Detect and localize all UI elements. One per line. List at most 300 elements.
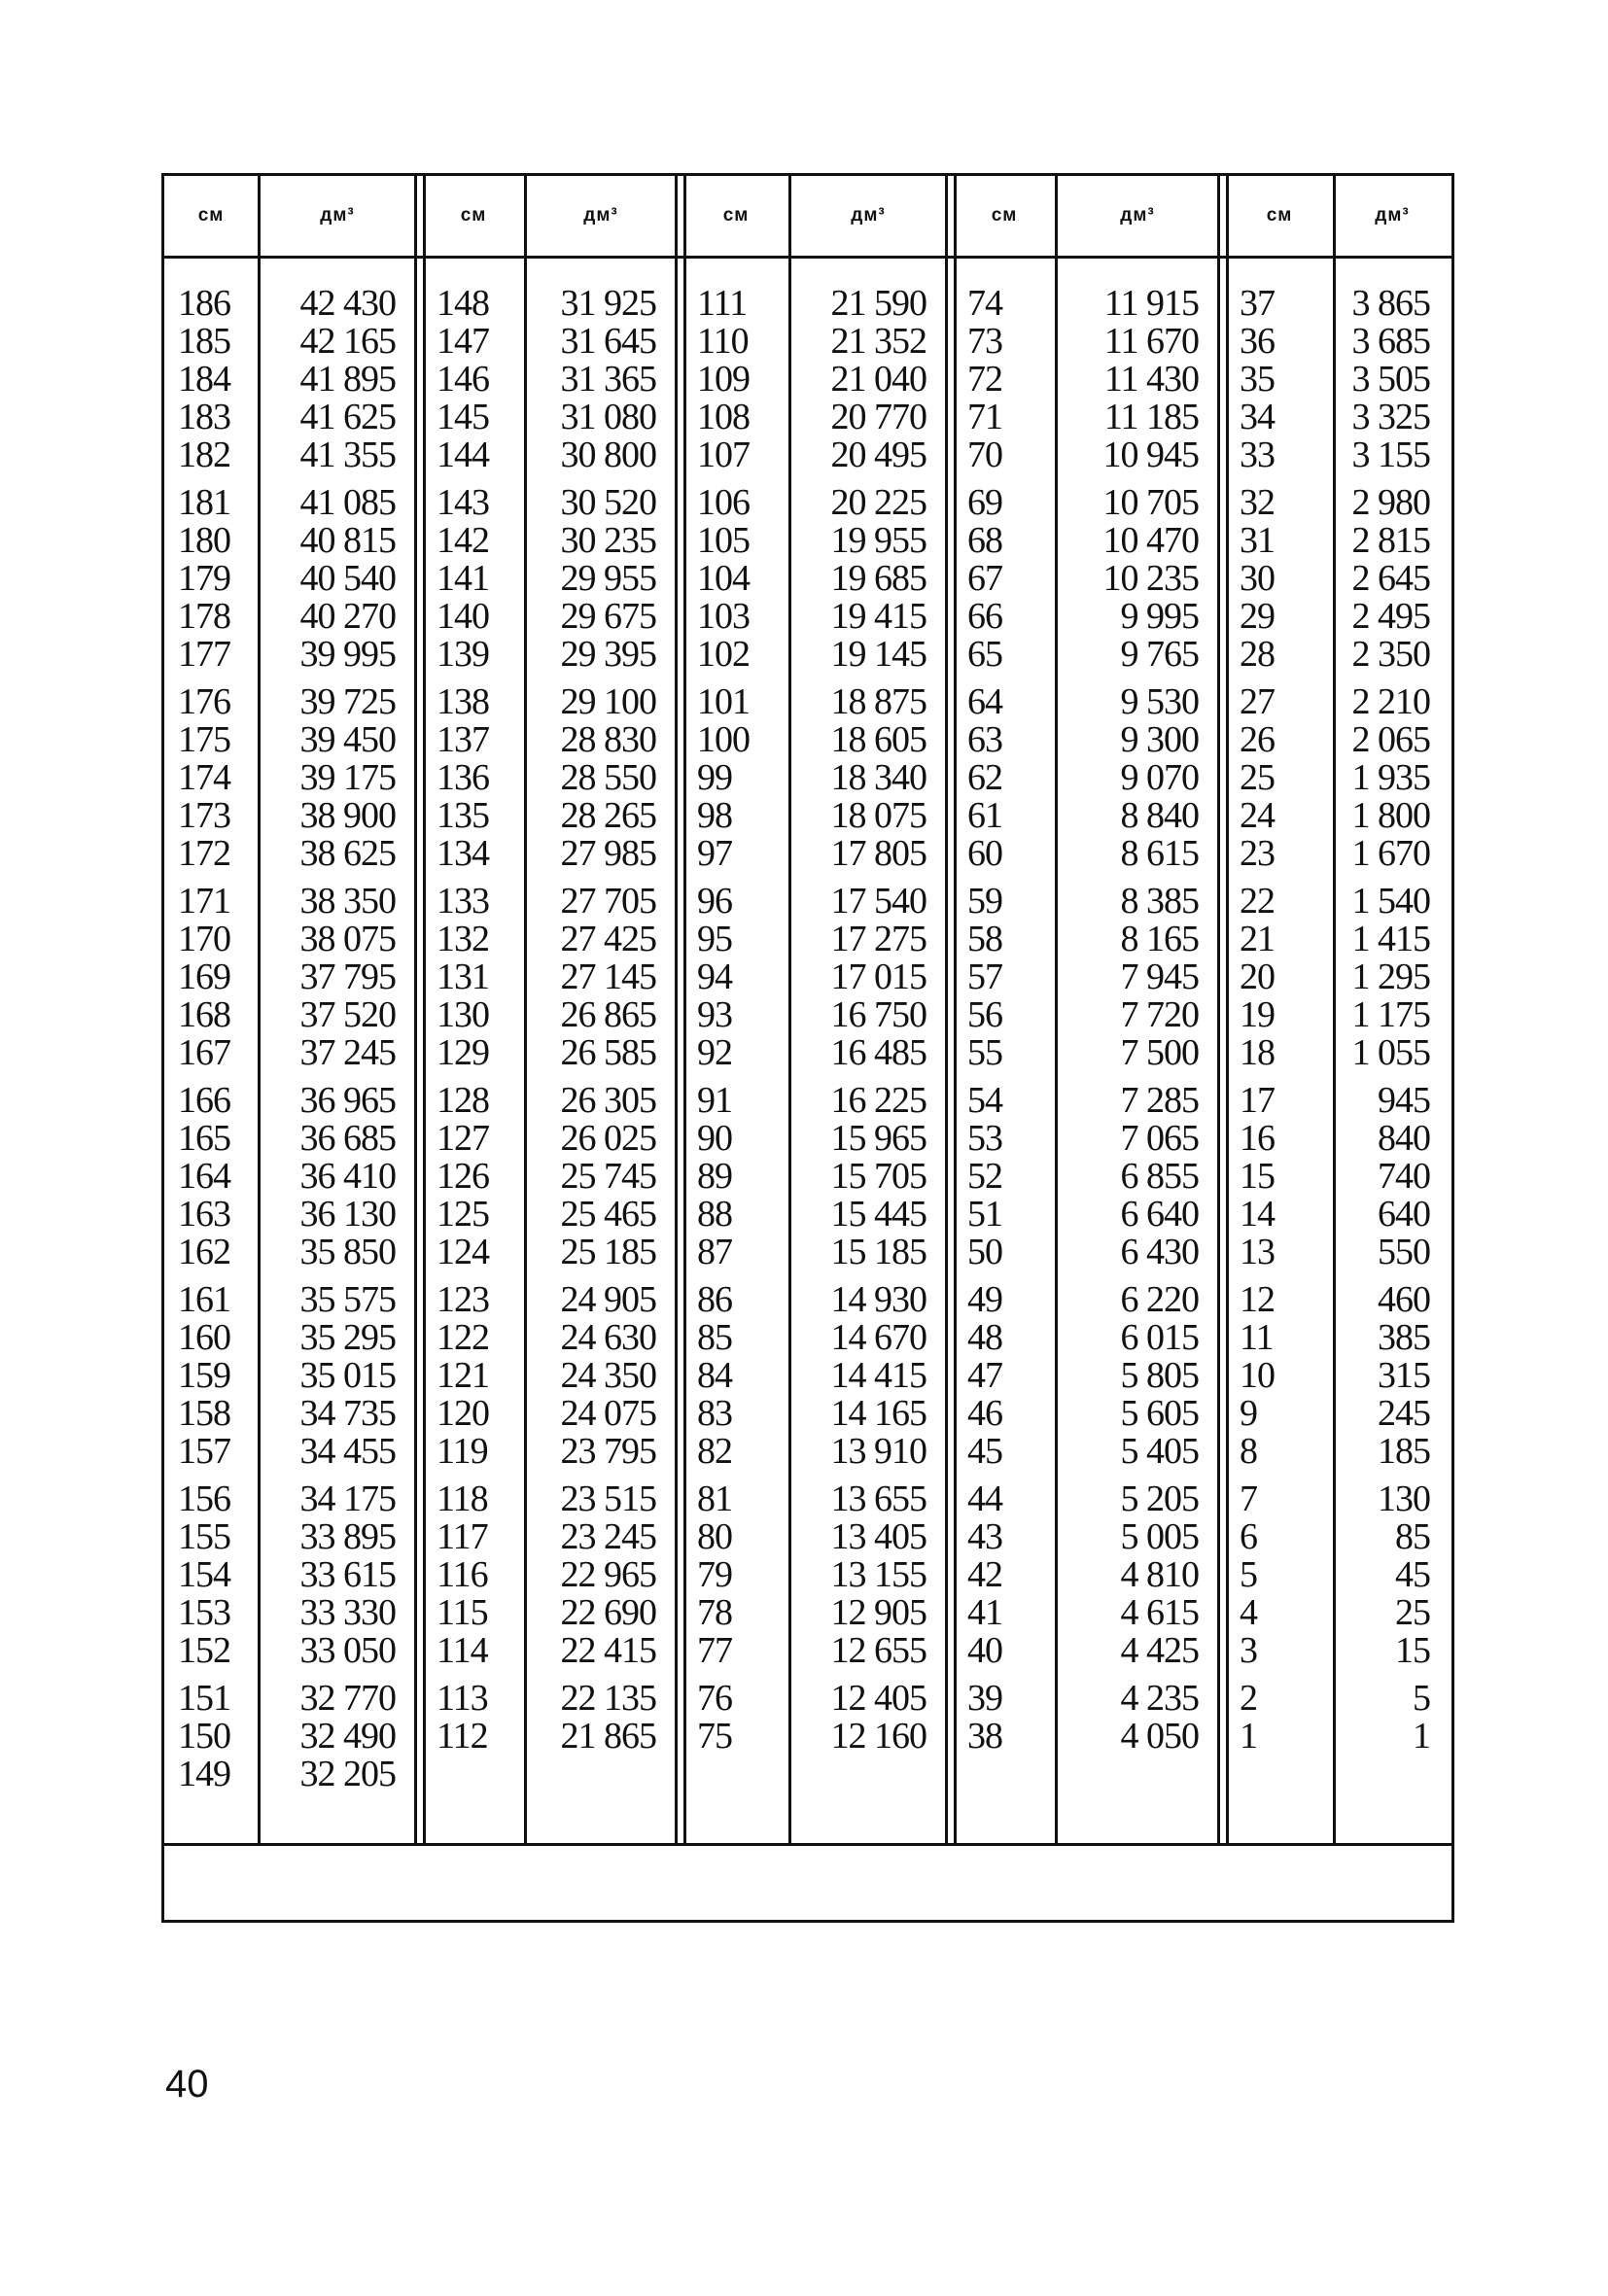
dm-value: 4 810 bbox=[1120, 1554, 1199, 1595]
cm-value: 36 bbox=[1240, 321, 1275, 362]
dm-value: 1 415 bbox=[1351, 919, 1430, 959]
cm-value: 181 bbox=[178, 482, 230, 523]
cm-value: 138 bbox=[437, 681, 489, 722]
cm-value: 174 bbox=[178, 757, 230, 798]
dm-value: 6 220 bbox=[1120, 1279, 1199, 1320]
dm-value: 21 865 bbox=[560, 1716, 656, 1757]
dm-value: 12 655 bbox=[830, 1630, 926, 1671]
dm-value: 20 770 bbox=[830, 397, 926, 437]
dm-value: 5 405 bbox=[1120, 1431, 1199, 1472]
cm-value: 76 bbox=[697, 1678, 732, 1719]
dm-value: 9 995 bbox=[1120, 596, 1199, 637]
dm-value: 26 305 bbox=[560, 1080, 656, 1121]
dm-value: 1 670 bbox=[1351, 833, 1430, 874]
dm-value: 1 bbox=[1413, 1716, 1430, 1757]
cm-value: 123 bbox=[437, 1279, 489, 1320]
dm-value: 42 430 bbox=[299, 283, 396, 324]
dm-value: 7 945 bbox=[1120, 957, 1199, 997]
cm-value: 157 bbox=[178, 1431, 230, 1472]
cm-value: 106 bbox=[697, 482, 750, 523]
cm-value: 25 bbox=[1240, 757, 1275, 798]
dm-value: 2 065 bbox=[1351, 719, 1430, 760]
dm-value: 945 bbox=[1378, 1080, 1430, 1121]
dm-value: 38 075 bbox=[299, 919, 396, 959]
dm-value: 11 670 bbox=[1103, 321, 1199, 362]
dm-value: 42 165 bbox=[299, 321, 396, 362]
footer-rule bbox=[164, 1843, 1451, 1846]
dm-value: 460 bbox=[1378, 1279, 1430, 1320]
dm-value: 2 210 bbox=[1351, 681, 1430, 722]
dm-value: 130 bbox=[1378, 1478, 1430, 1519]
dm-value: 19 685 bbox=[830, 558, 926, 599]
cm-value: 169 bbox=[178, 957, 230, 997]
cm-value: 89 bbox=[697, 1156, 732, 1197]
cm-header: см bbox=[722, 205, 750, 226]
cm-value: 130 bbox=[437, 994, 489, 1035]
dm-value: 17 805 bbox=[830, 833, 926, 874]
dm-value: 36 130 bbox=[299, 1194, 396, 1235]
dm-value: 34 175 bbox=[299, 1478, 396, 1519]
dm-value: 21 352 bbox=[830, 321, 926, 362]
dm-value: 15 965 bbox=[830, 1118, 926, 1159]
cm-value: 103 bbox=[697, 596, 750, 637]
column-divider bbox=[1333, 176, 1336, 1843]
cm-value: 56 bbox=[967, 994, 1002, 1035]
dm-value: 2 815 bbox=[1351, 520, 1430, 561]
cm-value: 160 bbox=[178, 1317, 230, 1358]
cm-value: 105 bbox=[697, 520, 750, 561]
dm-value: 31 365 bbox=[560, 359, 656, 400]
cm-value: 14 bbox=[1240, 1194, 1275, 1235]
cm-value: 92 bbox=[697, 1032, 732, 1073]
dm-column bbox=[1333, 176, 1451, 1843]
dm-value: 30 235 bbox=[560, 520, 656, 561]
cm-value: 27 bbox=[1240, 681, 1275, 722]
dm-value: 28 830 bbox=[560, 719, 656, 760]
cm-value: 32 bbox=[1240, 482, 1275, 523]
dm-value: 23 795 bbox=[560, 1431, 656, 1472]
dm-value: 4 425 bbox=[1120, 1630, 1199, 1671]
cm-value: 142 bbox=[437, 520, 489, 561]
cm-value: 42 bbox=[967, 1554, 1002, 1595]
dm-value: 18 075 bbox=[830, 795, 926, 836]
cm-value: 90 bbox=[697, 1118, 732, 1159]
dm-value: 3 685 bbox=[1351, 321, 1430, 362]
cm-header: см bbox=[460, 205, 487, 226]
dm-value: 31 080 bbox=[560, 397, 656, 437]
cm-value: 155 bbox=[178, 1516, 230, 1557]
dm-value: 3 505 bbox=[1351, 359, 1430, 400]
cm-value: 86 bbox=[697, 1279, 732, 1320]
cm-value: 3 bbox=[1240, 1630, 1257, 1671]
dm-value: 23 515 bbox=[560, 1478, 656, 1519]
cm-value: 162 bbox=[178, 1232, 230, 1272]
dm-value: 9 765 bbox=[1120, 634, 1199, 675]
column-divider bbox=[788, 176, 791, 1843]
cm-value: 122 bbox=[437, 1317, 489, 1358]
cm-value: 99 bbox=[697, 757, 732, 798]
dm-value: 85 bbox=[1395, 1516, 1430, 1557]
cm-value: 118 bbox=[437, 1478, 488, 1519]
dm-value: 1 800 bbox=[1351, 795, 1430, 836]
cm-header: см bbox=[197, 205, 225, 226]
cm-value: 120 bbox=[437, 1393, 489, 1434]
cm-column bbox=[683, 176, 788, 1843]
dm-value: 4 235 bbox=[1120, 1678, 1199, 1719]
cm-value: 87 bbox=[697, 1232, 732, 1272]
dm-value: 31 925 bbox=[560, 283, 656, 324]
dm-value: 6 640 bbox=[1120, 1194, 1199, 1235]
dm-value: 840 bbox=[1378, 1118, 1430, 1159]
cm-value: 48 bbox=[967, 1317, 1002, 1358]
cm-value: 24 bbox=[1240, 795, 1275, 836]
dm-value: 1 055 bbox=[1351, 1032, 1430, 1073]
dm-value: 39 725 bbox=[299, 681, 396, 722]
dm-value: 24 630 bbox=[560, 1317, 656, 1358]
cm-value: 29 bbox=[1240, 596, 1275, 637]
cm-value: 114 bbox=[437, 1630, 488, 1671]
cm-value: 164 bbox=[178, 1156, 230, 1197]
cm-value: 128 bbox=[437, 1080, 489, 1121]
dm-value: 41 895 bbox=[299, 359, 396, 400]
dm-value: 18 875 bbox=[830, 681, 926, 722]
cm-value: 154 bbox=[178, 1554, 230, 1595]
dm-value: 5 bbox=[1413, 1678, 1430, 1719]
cm-value: 23 bbox=[1240, 833, 1275, 874]
cm-value: 161 bbox=[178, 1279, 230, 1320]
cm-value: 52 bbox=[967, 1156, 1002, 1197]
dm-value: 4 050 bbox=[1120, 1716, 1199, 1757]
cm-value: 19 bbox=[1240, 994, 1275, 1035]
cm-value: 26 bbox=[1240, 719, 1275, 760]
cm-column bbox=[1226, 176, 1333, 1843]
cm-value: 38 bbox=[967, 1716, 1002, 1757]
column-divider bbox=[1055, 176, 1058, 1843]
column-pair bbox=[954, 176, 1220, 1843]
dm-value: 32 490 bbox=[299, 1716, 396, 1757]
cm-value: 140 bbox=[437, 596, 489, 637]
cm-value: 34 bbox=[1240, 397, 1275, 437]
cm-value: 185 bbox=[178, 321, 230, 362]
cm-value: 54 bbox=[967, 1080, 1002, 1121]
cm-value: 7 bbox=[1240, 1478, 1257, 1519]
dm-value: 17 015 bbox=[830, 957, 926, 997]
dm-value: 315 bbox=[1378, 1355, 1430, 1396]
dm-value: 20 495 bbox=[830, 435, 926, 475]
dm-value: 25 185 bbox=[560, 1232, 656, 1272]
cm-value: 70 bbox=[967, 435, 1002, 475]
dm-value: 8 165 bbox=[1120, 919, 1199, 959]
dm-value: 8 840 bbox=[1120, 795, 1199, 836]
dm-value: 5 605 bbox=[1120, 1393, 1199, 1434]
cm-value: 167 bbox=[178, 1032, 230, 1073]
cm-value: 184 bbox=[178, 359, 230, 400]
dm-value: 24 905 bbox=[560, 1279, 656, 1320]
cm-value: 104 bbox=[697, 558, 750, 599]
cm-value: 69 bbox=[967, 482, 1002, 523]
cm-value: 137 bbox=[437, 719, 489, 760]
dm-value: 7 720 bbox=[1120, 994, 1199, 1035]
dm-value: 35 015 bbox=[299, 1355, 396, 1396]
dm-value: 3 325 bbox=[1351, 397, 1430, 437]
cm-value: 129 bbox=[437, 1032, 489, 1073]
dm-header: дм³ bbox=[583, 205, 618, 226]
dm-value: 9 300 bbox=[1120, 719, 1199, 760]
cm-value: 4 bbox=[1240, 1592, 1257, 1633]
cm-value: 117 bbox=[437, 1516, 488, 1557]
cm-value: 81 bbox=[697, 1478, 732, 1519]
cm-value: 113 bbox=[437, 1678, 488, 1719]
cm-value: 83 bbox=[697, 1393, 732, 1434]
column-divider bbox=[258, 176, 261, 1843]
dm-column bbox=[788, 176, 948, 1843]
dm-value: 2 980 bbox=[1351, 482, 1430, 523]
cm-value: 8 bbox=[1240, 1431, 1257, 1472]
dm-value: 2 495 bbox=[1351, 596, 1430, 637]
cm-value: 109 bbox=[697, 359, 750, 400]
column-pair bbox=[683, 176, 948, 1843]
dm-value: 9 070 bbox=[1120, 757, 1199, 798]
cm-value: 149 bbox=[178, 1754, 230, 1794]
cm-header: см bbox=[1266, 205, 1293, 226]
dm-value: 39 995 bbox=[299, 634, 396, 675]
dm-value: 35 850 bbox=[299, 1232, 396, 1272]
cm-value: 2 bbox=[1240, 1678, 1257, 1719]
cm-value: 134 bbox=[437, 833, 489, 874]
column-divider bbox=[524, 176, 527, 1843]
cm-value: 180 bbox=[178, 520, 230, 561]
cm-value: 158 bbox=[178, 1393, 230, 1434]
cm-value: 116 bbox=[437, 1554, 488, 1595]
cm-value: 95 bbox=[697, 919, 732, 959]
cm-value: 96 bbox=[697, 881, 732, 922]
dm-value: 1 295 bbox=[1351, 957, 1430, 997]
cm-value: 5 bbox=[1240, 1554, 1257, 1595]
cm-header: см bbox=[991, 205, 1018, 226]
cm-value: 166 bbox=[178, 1080, 230, 1121]
page-number: 40 bbox=[165, 2063, 209, 2105]
dm-value: 7 065 bbox=[1120, 1118, 1199, 1159]
cm-value: 15 bbox=[1240, 1156, 1275, 1197]
cm-value: 20 bbox=[1240, 957, 1275, 997]
dm-value: 7 285 bbox=[1120, 1080, 1199, 1121]
cm-value: 151 bbox=[178, 1678, 230, 1719]
dm-value: 27 425 bbox=[560, 919, 656, 959]
dm-value: 26 865 bbox=[560, 994, 656, 1035]
cm-value: 85 bbox=[697, 1317, 732, 1358]
column-pair bbox=[423, 176, 678, 1843]
cm-value: 139 bbox=[437, 634, 489, 675]
cm-value: 10 bbox=[1240, 1355, 1275, 1396]
cm-value: 108 bbox=[697, 397, 750, 437]
dm-value: 24 350 bbox=[560, 1355, 656, 1396]
cm-value: 16 bbox=[1240, 1118, 1275, 1159]
dm-value: 22 690 bbox=[560, 1592, 656, 1633]
cm-value: 159 bbox=[178, 1355, 230, 1396]
dm-value: 27 985 bbox=[560, 833, 656, 874]
cm-value: 148 bbox=[437, 283, 489, 324]
dm-value: 35 295 bbox=[299, 1317, 396, 1358]
cm-value: 33 bbox=[1240, 435, 1275, 475]
cm-value: 74 bbox=[967, 283, 1002, 324]
cm-value: 178 bbox=[178, 596, 230, 637]
dm-value: 37 795 bbox=[299, 957, 396, 997]
dm-value: 11 430 bbox=[1103, 359, 1199, 400]
dm-value: 40 270 bbox=[299, 596, 396, 637]
dm-value: 26 585 bbox=[560, 1032, 656, 1073]
cm-value: 11 bbox=[1240, 1317, 1274, 1358]
dm-value: 3 865 bbox=[1351, 283, 1430, 324]
dm-value: 38 625 bbox=[299, 833, 396, 874]
volume-table bbox=[161, 173, 1454, 1923]
dm-value: 19 955 bbox=[830, 520, 926, 561]
cm-value: 88 bbox=[697, 1194, 732, 1235]
dm-value: 18 340 bbox=[830, 757, 926, 798]
cm-value: 172 bbox=[178, 833, 230, 874]
dm-value: 24 075 bbox=[560, 1393, 656, 1434]
cm-value: 127 bbox=[437, 1118, 489, 1159]
dm-value: 6 430 bbox=[1120, 1232, 1199, 1272]
dm-value: 34 735 bbox=[299, 1393, 396, 1434]
cm-value: 12 bbox=[1240, 1279, 1275, 1320]
dm-value: 33 615 bbox=[299, 1554, 396, 1595]
cm-column bbox=[164, 176, 258, 1843]
dm-value: 27 705 bbox=[560, 881, 656, 922]
pair-divider bbox=[1217, 176, 1229, 1843]
cm-value: 57 bbox=[967, 957, 1002, 997]
cm-value: 124 bbox=[437, 1232, 489, 1272]
dm-value: 7 500 bbox=[1120, 1032, 1199, 1073]
dm-value: 15 185 bbox=[830, 1232, 926, 1272]
cm-value: 45 bbox=[967, 1431, 1002, 1472]
cm-value: 173 bbox=[178, 795, 230, 836]
dm-value: 13 405 bbox=[830, 1516, 926, 1557]
cm-value: 67 bbox=[967, 558, 1002, 599]
dm-value: 37 245 bbox=[299, 1032, 396, 1073]
cm-value: 176 bbox=[178, 681, 230, 722]
cm-value: 37 bbox=[1240, 283, 1275, 324]
cm-value: 112 bbox=[437, 1716, 488, 1757]
dm-value: 19 145 bbox=[830, 634, 926, 675]
dm-value: 19 415 bbox=[830, 596, 926, 637]
cm-value: 156 bbox=[178, 1478, 230, 1519]
dm-value: 6 015 bbox=[1120, 1317, 1199, 1358]
cm-value: 77 bbox=[697, 1630, 732, 1671]
dm-value: 9 530 bbox=[1120, 681, 1199, 722]
cm-value: 119 bbox=[437, 1431, 488, 1472]
pair-divider bbox=[675, 176, 686, 1843]
dm-value: 12 405 bbox=[830, 1678, 926, 1719]
dm-value: 4 615 bbox=[1120, 1592, 1199, 1633]
cm-value: 144 bbox=[437, 435, 489, 475]
dm-value: 16 750 bbox=[830, 994, 926, 1035]
cm-value: 68 bbox=[967, 520, 1002, 561]
dm-value: 32 205 bbox=[299, 1754, 396, 1794]
cm-value: 60 bbox=[967, 833, 1002, 874]
cm-value: 125 bbox=[437, 1194, 489, 1235]
cm-value: 31 bbox=[1240, 520, 1275, 561]
dm-value: 41 355 bbox=[299, 435, 396, 475]
dm-header: дм³ bbox=[320, 205, 355, 226]
cm-value: 73 bbox=[967, 321, 1002, 362]
dm-value: 15 445 bbox=[830, 1194, 926, 1235]
dm-value: 41 085 bbox=[299, 482, 396, 523]
column-pair bbox=[1226, 176, 1451, 1843]
dm-value: 2 350 bbox=[1351, 634, 1430, 675]
cm-value: 9 bbox=[1240, 1393, 1257, 1434]
dm-value: 3 155 bbox=[1351, 435, 1430, 475]
dm-value: 10 470 bbox=[1102, 520, 1199, 561]
cm-value: 22 bbox=[1240, 881, 1275, 922]
dm-value: 2 645 bbox=[1351, 558, 1430, 599]
cm-value: 101 bbox=[697, 681, 750, 722]
cm-value: 177 bbox=[178, 634, 230, 675]
dm-value: 25 745 bbox=[560, 1156, 656, 1197]
cm-value: 82 bbox=[697, 1431, 732, 1472]
dm-header: дм³ bbox=[1375, 205, 1410, 226]
dm-value: 385 bbox=[1378, 1317, 1430, 1358]
cm-value: 49 bbox=[967, 1279, 1002, 1320]
dm-value: 5 805 bbox=[1120, 1355, 1199, 1396]
dm-value: 34 455 bbox=[299, 1431, 396, 1472]
cm-value: 121 bbox=[437, 1355, 489, 1396]
dm-value: 22 135 bbox=[560, 1678, 656, 1719]
dm-value: 16 225 bbox=[830, 1080, 926, 1121]
cm-value: 43 bbox=[967, 1516, 1002, 1557]
dm-value: 41 625 bbox=[299, 397, 396, 437]
dm-value: 26 025 bbox=[560, 1118, 656, 1159]
cm-value: 66 bbox=[967, 596, 1002, 637]
cm-value: 153 bbox=[178, 1592, 230, 1633]
dm-value: 33 050 bbox=[299, 1630, 396, 1671]
dm-value: 14 415 bbox=[830, 1355, 926, 1396]
dm-value: 38 350 bbox=[299, 881, 396, 922]
dm-value: 18 605 bbox=[830, 719, 926, 760]
dm-value: 14 930 bbox=[830, 1279, 926, 1320]
dm-value: 740 bbox=[1378, 1156, 1430, 1197]
cm-value: 41 bbox=[967, 1592, 1002, 1633]
cm-value: 64 bbox=[967, 681, 1002, 722]
cm-value: 46 bbox=[967, 1393, 1002, 1434]
group-gap bbox=[1333, 1670, 1451, 1680]
cm-value: 150 bbox=[178, 1716, 230, 1757]
dm-value: 13 155 bbox=[830, 1554, 926, 1595]
dm-value: 29 395 bbox=[560, 634, 656, 675]
cm-value: 111 bbox=[697, 283, 748, 324]
cm-value: 30 bbox=[1240, 558, 1275, 599]
cm-value: 100 bbox=[697, 719, 750, 760]
cm-value: 143 bbox=[437, 482, 489, 523]
cm-value: 79 bbox=[697, 1554, 732, 1595]
dm-value: 37 520 bbox=[299, 994, 396, 1035]
cm-value: 21 bbox=[1240, 919, 1275, 959]
cm-value: 71 bbox=[967, 397, 1002, 437]
dm-value: 28 550 bbox=[560, 757, 656, 798]
dm-value: 21 590 bbox=[830, 283, 926, 324]
dm-value: 10 945 bbox=[1102, 435, 1199, 475]
dm-value: 14 165 bbox=[830, 1393, 926, 1434]
dm-value: 32 770 bbox=[299, 1678, 396, 1719]
cm-value: 35 bbox=[1240, 359, 1275, 400]
cm-value: 61 bbox=[967, 795, 1002, 836]
cm-value: 183 bbox=[178, 397, 230, 437]
dm-column bbox=[524, 176, 678, 1843]
dm-value: 35 575 bbox=[299, 1279, 396, 1320]
pair-divider bbox=[945, 176, 957, 1843]
cm-value: 152 bbox=[178, 1630, 230, 1671]
cm-value: 182 bbox=[178, 435, 230, 475]
cm-value: 141 bbox=[437, 558, 489, 599]
